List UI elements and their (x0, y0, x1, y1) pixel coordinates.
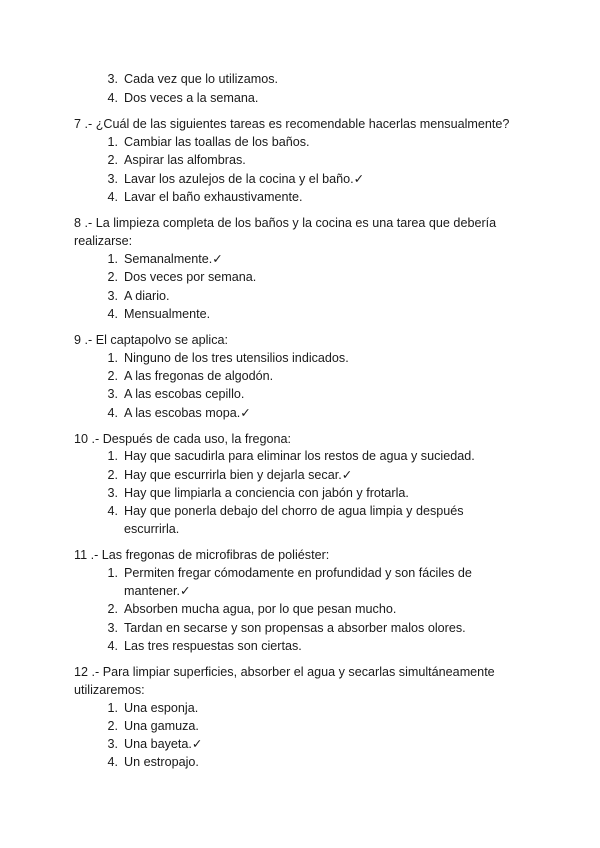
question-text: 9 .- El captapolvo se aplica: (74, 333, 229, 347)
option-number: 4. (107, 190, 118, 204)
option-number: 2. (107, 369, 118, 383)
question-text: 8 .- La limpieza completa de los baños y la cocina es una tarea que debería (74, 216, 497, 230)
option-number: 3. (107, 387, 118, 401)
option-number: 4. (107, 504, 118, 518)
option-number: 4. (107, 755, 118, 769)
option-text: Una bayeta.✓ (124, 737, 203, 751)
option-text: Absorben mucha agua, por lo que pesan mucho. (124, 602, 397, 616)
option-text: A las fregonas de algodón. (124, 369, 274, 383)
option-number: 1. (107, 351, 118, 365)
option-number: 1. (107, 566, 118, 580)
question-text: 10 .- Después de cada uso, la fregona: (74, 432, 292, 446)
option-text: Un estropajo. (124, 755, 199, 769)
question-text: 12 .- Para limpiar superficies, absorber el agua y secarlas simultáneamente (74, 665, 495, 679)
option-text: A las escobas cepillo. (124, 387, 245, 401)
question-text: 7 .- ¿Cuál de las siguientes tareas es recomendable hacerlas mensualmente? (74, 117, 510, 131)
option-text: Dos veces a la semana. (124, 91, 259, 105)
option-text: Ninguno de los tres utensilios indicados. (124, 351, 349, 365)
question-text: 11 .- Las fregonas de microfibras de poliéster: (74, 548, 330, 562)
option-number: 2. (107, 468, 118, 482)
option-text-continuation: mantener.✓ (124, 584, 191, 598)
option-text: A diario. (124, 289, 170, 303)
option-number: 3. (107, 72, 118, 86)
option-text: Tardan en secarse y son propensas a absorber malos olores. (124, 621, 466, 635)
option-text: Aspirar las alfombras. (124, 153, 246, 167)
option-text: Hay que ponerla debajo del chorro de agua limpia y después (124, 504, 464, 518)
option-text: Cada vez que lo utilizamos. (124, 72, 279, 86)
option-number: 3. (107, 737, 118, 751)
option-number: 2. (107, 719, 118, 733)
option-text: Las tres respuestas son ciertas. (124, 639, 302, 653)
option-number: 3. (107, 621, 118, 635)
option-text: Hay que escurrirla bien y dejarla secar.✓ (124, 468, 353, 482)
option-number: 3. (107, 486, 118, 500)
option-number: 1. (107, 135, 118, 149)
option-number: 1. (107, 252, 118, 266)
option-number: 2. (107, 153, 118, 167)
option-text: Cambiar las toallas de los baños. (124, 135, 310, 149)
option-text: Hay que sacudirla para eliminar los restos de agua y suciedad. (124, 449, 475, 463)
option-text-continuation: escurrirla. (124, 522, 180, 536)
question-text: utilizaremos: (74, 683, 145, 697)
option-number: 4. (107, 307, 118, 321)
option-text: Una esponja. (124, 701, 199, 715)
option-text: Dos veces por semana. (124, 270, 257, 284)
option-number: 4. (107, 91, 118, 105)
question-text: realizarse: (74, 234, 133, 248)
option-text: Hay que limpiarla a conciencia con jabón y frotarla. (124, 486, 409, 500)
option-number: 2. (107, 270, 118, 284)
option-number: 4. (107, 639, 118, 653)
option-number: 3. (107, 289, 118, 303)
option-text: A las escobas mopa.✓ (124, 406, 251, 420)
option-number: 2. (107, 602, 118, 616)
option-text: Semanalmente.✓ (124, 252, 223, 266)
option-text: Mensualmente. (124, 307, 211, 321)
option-text: Lavar el baño exhaustivamente. (124, 190, 303, 204)
option-text: Una gamuza. (124, 719, 199, 733)
option-text: Permiten fregar cómodamente en profundidad y son fáciles de (124, 566, 472, 580)
option-number: 4. (107, 406, 118, 420)
option-text: Lavar los azulejos de la cocina y el baño.✓ (124, 172, 365, 186)
option-number: 1. (107, 701, 118, 715)
option-number: 1. (107, 449, 118, 463)
option-number: 3. (107, 172, 118, 186)
